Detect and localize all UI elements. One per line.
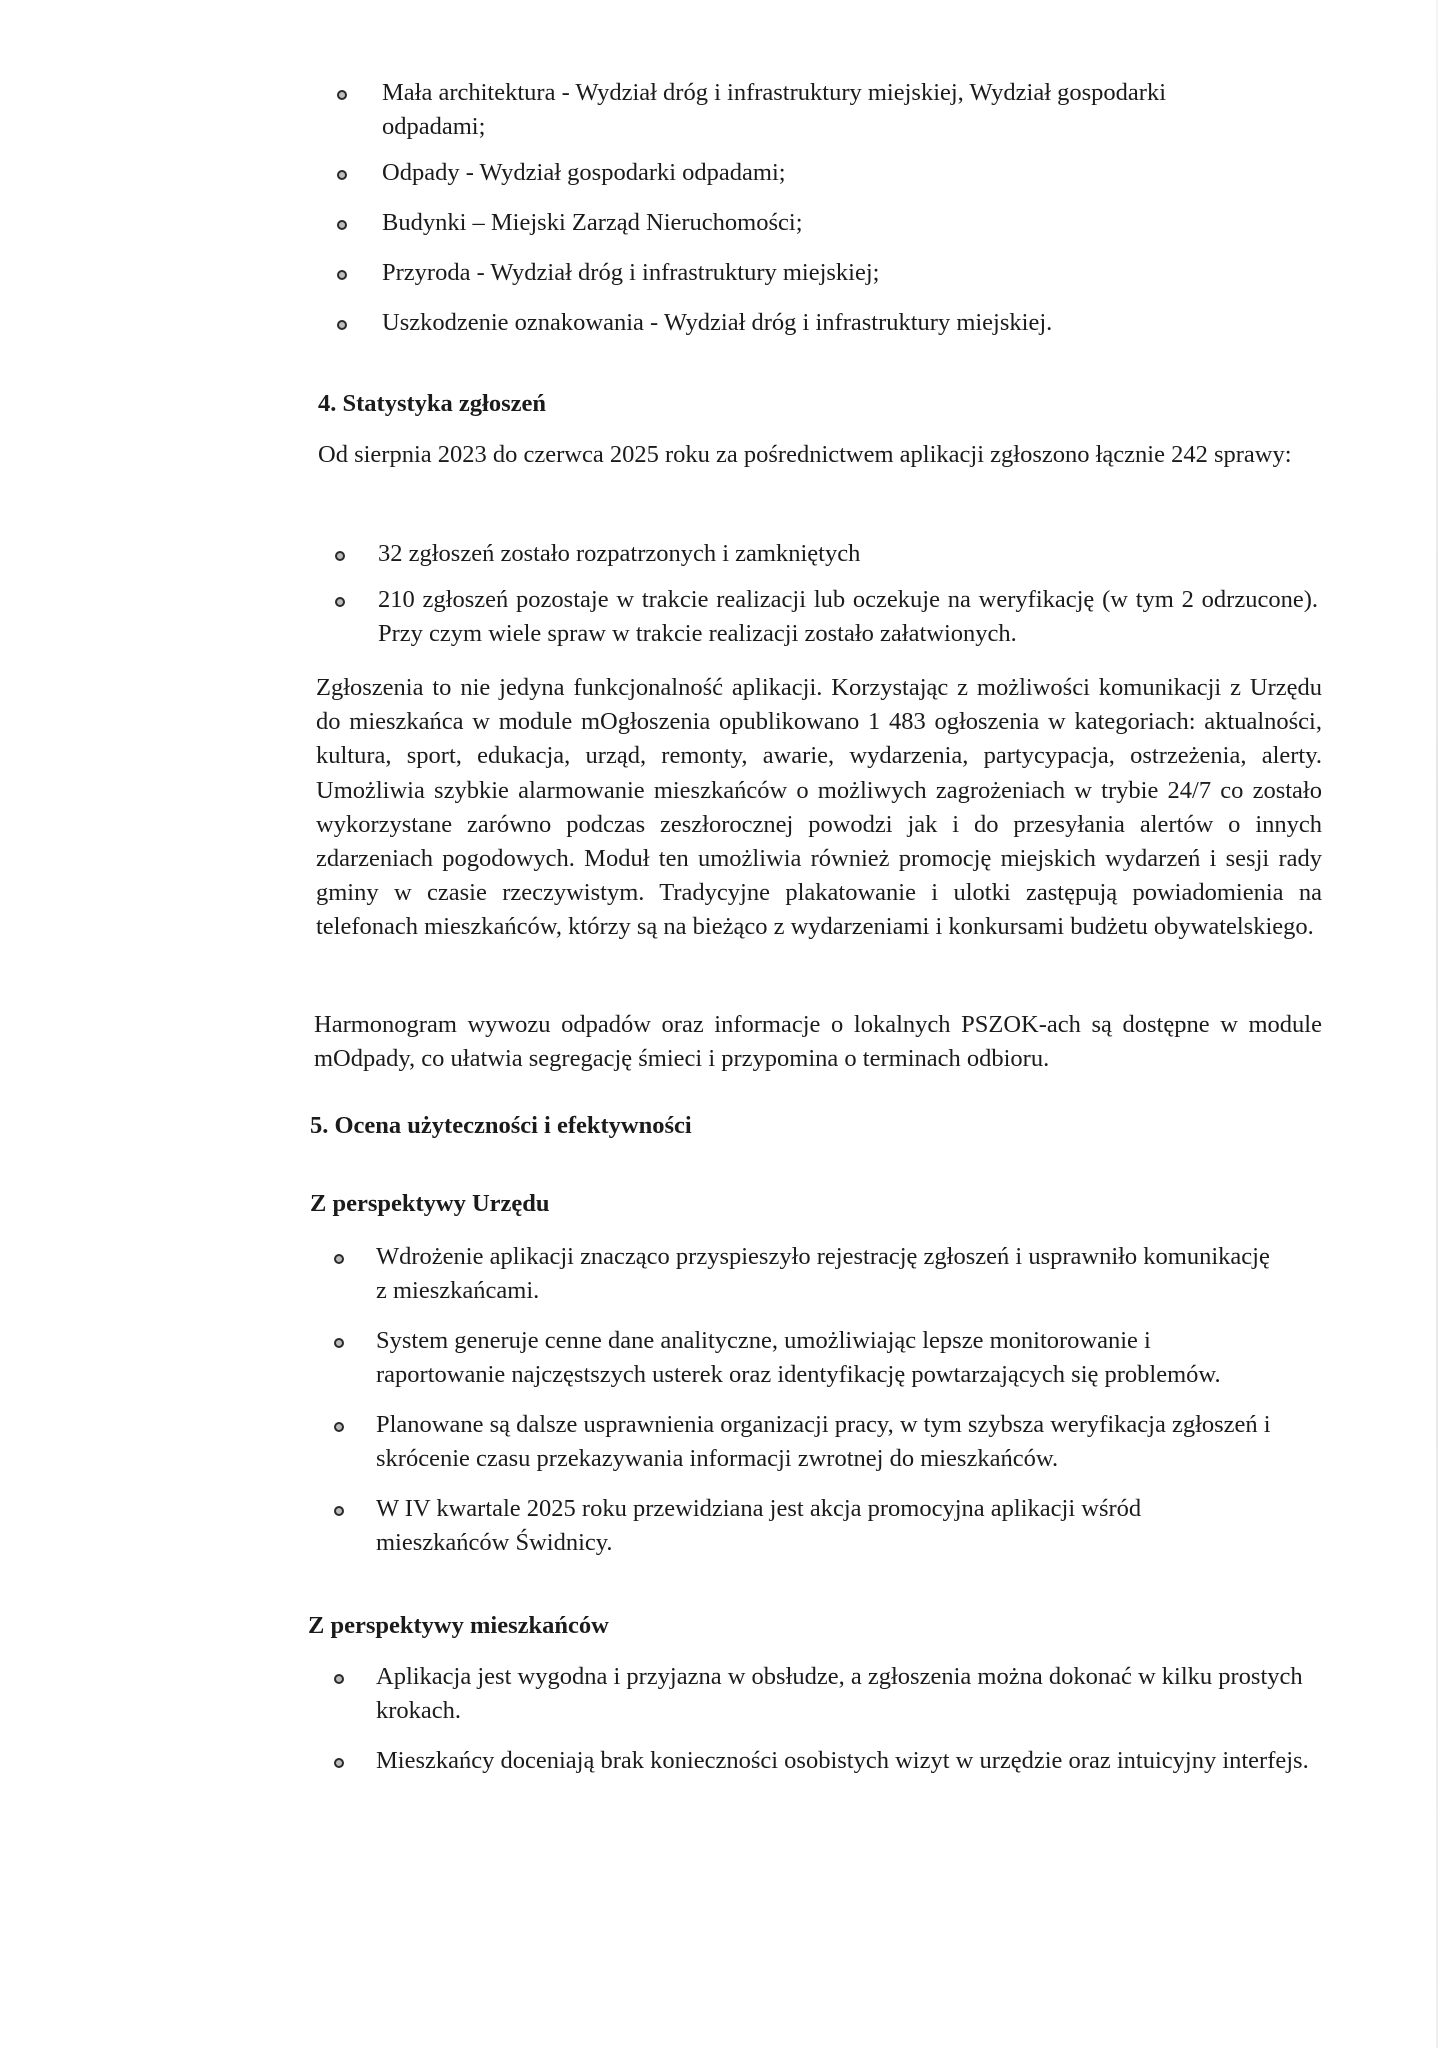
list-item <box>382 306 1262 340</box>
list-item-text: Aplikacja jest wygodna i przyjazna w obsłudze, a zgłoszenia można dokonać w kilku prostych krokach. <box>376 1663 1303 1724</box>
section-intro: Od sierpnia 2023 do czerwca 2025 roku za pośrednictwem aplikacji zgłoszono łącznie 242 sprawy: <box>318 441 1292 468</box>
list-item <box>382 76 1262 144</box>
bullet-icon <box>337 270 347 280</box>
bullet-icon <box>337 320 347 330</box>
section-heading: 4. Statystyka zgłoszeń <box>318 390 546 417</box>
bullet-icon <box>334 1506 344 1516</box>
list-item-text: Przyroda - Wydział dróg i infrastruktury miejskiej; <box>382 259 880 286</box>
bullet-icon <box>334 1758 344 1768</box>
list-item-text: Uszkodzenie oznakowania - Wydział dróg i infrastruktury miejskiej. <box>382 309 1053 336</box>
residents-perspective-list <box>376 1660 1316 1778</box>
bullet-icon <box>335 597 345 607</box>
bullet-icon <box>334 1338 344 1348</box>
bullet-icon <box>337 90 347 100</box>
list-item-text: Mała architektura - Wydział dróg i infrastruktury miejskiej, Wydział gospodarki odpadami; <box>382 79 1166 140</box>
subsection-heading: Z perspektywy mieszkańców <box>308 1612 609 1639</box>
section-heading: 5. Ocena użyteczności i efektywności <box>310 1112 692 1139</box>
list-item <box>382 256 1262 290</box>
list-item-text: 210 zgłoszeń pozostaje w trakcie realizacji lub oczekuje na weryfikację (w tym 2 odrzucone). Przy czym wiele spraw w trakcie realizacji zostało załatwionych. <box>378 586 1318 647</box>
bullet-icon <box>334 1674 344 1684</box>
bullet-icon <box>334 1422 344 1432</box>
office-perspective-list <box>376 1240 1276 1560</box>
list-item-text: System generuje cenne dane analityczne, umożliwiając lepsze monitorowanie i raportowanie najczęstszych usterek oraz identyfikację powtarzających się problemów. <box>376 1327 1221 1388</box>
list-item <box>376 1744 1316 1778</box>
list-item-text: 32 zgłoszeń zostało rozpatrzonych i zamkniętych <box>378 540 861 567</box>
list-item-text: Wdrożenie aplikacji znacząco przyspieszyło rejestrację zgłoszeń i usprawniło komunikację z mieszkańcami. <box>376 1243 1270 1304</box>
list-item-text: Budynki – Miejski Zarząd Nieruchomości; <box>382 209 803 236</box>
list-item <box>378 537 1318 571</box>
statistics-list <box>378 537 1318 651</box>
list-item <box>376 1408 1276 1476</box>
list-item <box>376 1492 1276 1560</box>
list-item <box>378 583 1318 651</box>
list-item <box>382 156 1262 190</box>
list-item <box>382 206 1262 240</box>
bullet-icon <box>334 1254 344 1264</box>
list-item-text: W IV kwartale 2025 roku przewidziana jest akcja promocyjna aplikacji wśród mieszkańców Świdnicy. <box>376 1495 1142 1556</box>
bullet-icon <box>337 170 347 180</box>
list-item-text: Planowane są dalsze usprawnienia organizacji pracy, w tym szybsza weryfikacja zgłoszeń i skrócenie czasu przekazywania informacji zwrotnej do mieszkańców. <box>376 1411 1271 1472</box>
list-item <box>376 1240 1276 1308</box>
bullet-icon <box>335 551 345 561</box>
bullet-icon <box>337 220 347 230</box>
list-departments <box>382 76 1262 340</box>
paragraph-waste: Harmonogram wywozu odpadów oraz informacje o lokalnych PSZOK-ach są dostępne w module mOdpady, co ułatwia segregację śmieci i przypomina o terminach odbioru. <box>314 1011 1322 1072</box>
list-item <box>376 1324 1276 1392</box>
list-item <box>376 1660 1316 1728</box>
list-item-text: Odpady - Wydział gospodarki odpadami; <box>382 159 786 186</box>
paragraph-announcements: Zgłoszenia to nie jedyna funkcjonalność aplikacji. Korzystając z możliwości komunikacji z Urzędu do mieszkańca w module mOgłoszenia opublikowano 1 483 ogłoszenia w kategoriach: aktualności, kultura, sport, edukacja, urząd, remonty, awarie, wydarzenia, partycypacja, ostrzeżenia, alerty. Umożliwia szybkie alarmowanie mieszkańców o możliwych zagrożeniach w trybie 24/7 co zostało wykorzystane zarówno podczas zeszłorocznej powodzi jak i do przesyłania alertów o innych zdarzeniach pogodowych. Moduł ten umożliwia również promocję miejskich wydarzeń i sesji rady gminy w czasie rzeczywistym. Tradycyjne plakatowanie i ulotki zastępują powiadomienia na telefonach mieszkańców, którzy są na bieżąco z wydarzeniami i konkursami budżetu obywatelskiego. <box>316 674 1322 941</box>
list-item-text: Mieszkańcy doceniają brak konieczności osobistych wizyt w urzędzie oraz intuicyjny interfejs. <box>376 1747 1309 1774</box>
subsection-heading: Z perspektywy Urzędu <box>310 1190 550 1217</box>
